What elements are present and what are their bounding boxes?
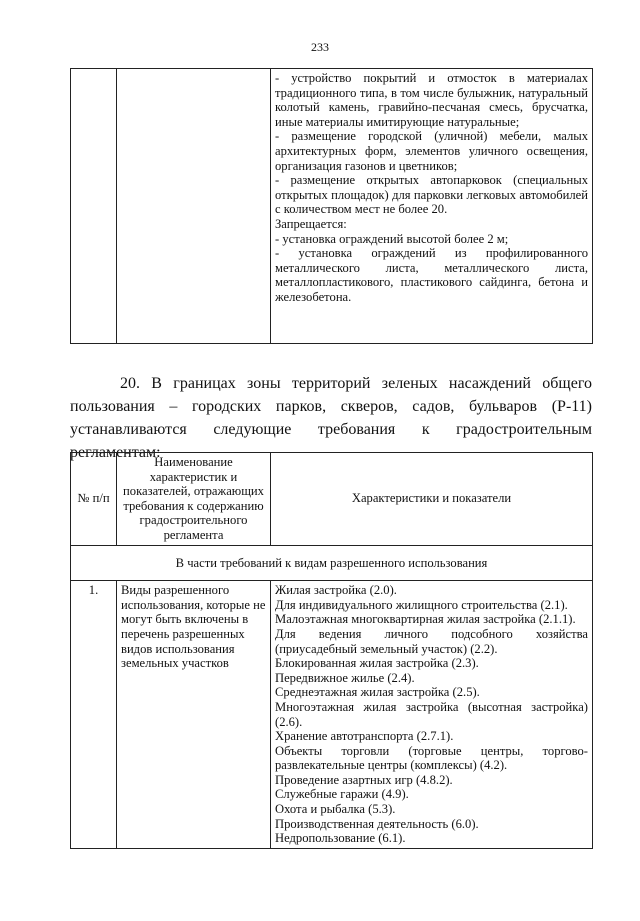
continued-table <box>70 68 593 344</box>
row-num: 1. <box>71 581 117 849</box>
page-number: 233 <box>311 40 329 54</box>
section-title: В части требований к видам разрешенного использования <box>71 545 593 581</box>
section-paragraph: 20. В границах зоны территорий зеленых насаждений общего пользования – городских парков, скверов, садов, бульваров (Р-11) устанавливаются следующие требования к градостроительным регламентам: <box>70 375 592 461</box>
list-item: Охота и рыбалка (5.3). <box>275 802 396 817</box>
list-item: Недропользование (6.1). <box>275 831 406 846</box>
list-item: Служебные гаражи (4.9). <box>275 787 409 802</box>
list-item: Среднеэтажная жилая застройка (2.5). <box>275 685 480 700</box>
list-item: Передвижное жилье (2.4). <box>275 670 415 685</box>
list-item: - устройство покрытий и отмосток в материалах традиционного типа, в том числе булыжник, натуральный колотый камень, гравийно-песчаная смесь, брусчатка, иные материалы имитирующие натуральные; <box>275 71 588 129</box>
list-item: Для индивидуального жилищного строительства (2.1). <box>275 597 568 612</box>
list-item: Малоэтажная многоквартирная жилая застройка (2.1.1). <box>275 612 576 627</box>
list-item: Хранение автотранспорта (2.7.1). <box>275 729 454 744</box>
list-item: Запрещается: <box>275 216 347 231</box>
list-item: - размещение городской (уличной) мебели, малых архитектурных форм, элементов уличного освещения, организация газонов и цветников; <box>275 129 588 173</box>
row-name: Виды разрешенного использования, которые не могут быть включены в перечень разрешенных видов использования земельных участков <box>117 581 271 849</box>
list-item: - установка ограждений из профилированного металлического листа, металлического листа, металлопластикового, пластикового сайдинга, бетона и железобетона. <box>275 246 588 304</box>
header-chars: Характеристики и показатели <box>271 453 593 546</box>
cell-text-block <box>275 71 588 305</box>
list-item: Многоэтажная жилая застройка (высотная застройка) (2.6). <box>275 699 588 729</box>
list-item: Для ведения личного подсобного хозяйства (приусадебный земельный участок) (2.2). <box>275 626 588 656</box>
list-item: - установка ограждений высотой более 2 м; <box>275 231 509 246</box>
row-items <box>271 581 593 849</box>
list-item: Блокированная жилая застройка (2.3). <box>275 656 479 671</box>
table-row <box>71 69 593 344</box>
table-row <box>71 581 593 849</box>
list-item: Жилая застройка (2.0). <box>275 583 397 598</box>
table-header-row <box>71 453 593 546</box>
list-item: Производственная деятельность (6.0). <box>275 816 479 831</box>
list-item: Проведение азартных игр (4.8.2). <box>275 772 453 787</box>
table-cell-num <box>71 69 117 344</box>
header-name: Наименование характеристик и показателей, отражающих требования к содержанию градостроительного регламента <box>117 453 271 546</box>
list-item: - размещение открытых автопарковок (специальных открытых площадок) для парковки легковых автомобилей с количеством мест не более 20. <box>275 173 588 217</box>
section-row <box>71 545 593 581</box>
requirements-table <box>70 452 593 849</box>
header-num: № п/п <box>71 453 117 546</box>
table-cell-content <box>271 69 593 344</box>
list-item: Объекты торговли (торговые центры, торгово-развлекательные центры (комплексы) (4.2). <box>275 743 588 773</box>
table-cell-name <box>117 69 271 344</box>
